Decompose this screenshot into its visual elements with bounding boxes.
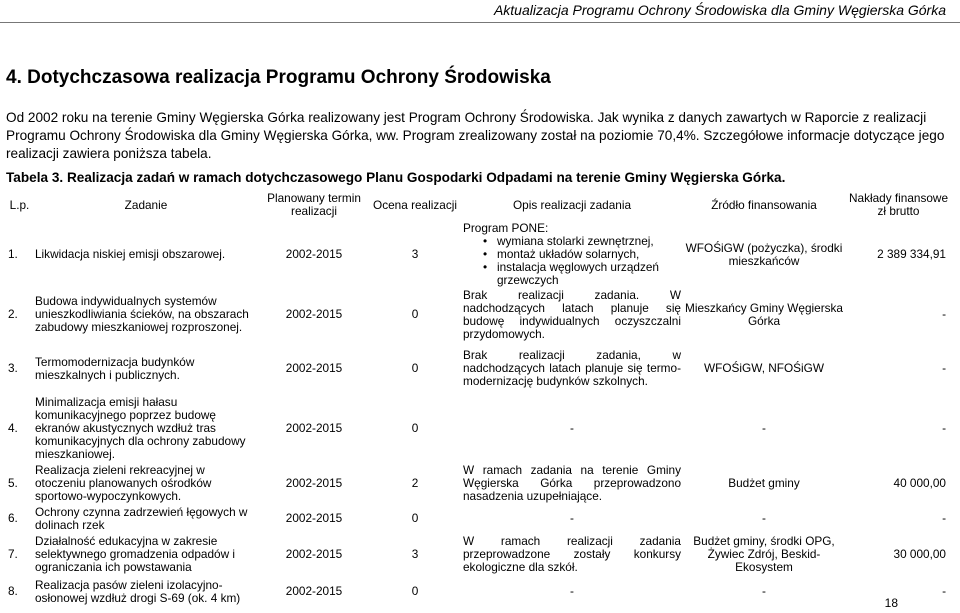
table-caption: Tabela 3. Realizacja zadań w ramach dotychczasowego Planu Gospodarki Odpadami na terenie Gminy Węgierska Górka. bbox=[6, 170, 786, 185]
cell-term: 2002-2015 bbox=[285, 247, 343, 261]
cell-rating: 0 bbox=[411, 511, 419, 525]
header-cost: Nakłady finansowe zł brutto bbox=[848, 191, 949, 218]
cell-lp: 2. bbox=[8, 307, 18, 321]
cell-task: Budowa indywidualnych systemów unieszkodliwiania ścieków, na obszarach zabudowy mieszkaniowej rozproszonej. bbox=[35, 294, 249, 334]
cell-rating: 2 bbox=[411, 475, 419, 490]
cell-cost: - bbox=[942, 361, 946, 375]
header-source: Źródło finansowania bbox=[711, 197, 817, 212]
cell-description: - bbox=[570, 511, 574, 525]
cell-description: - bbox=[570, 421, 574, 435]
list-item: • montaż układów solarnych, bbox=[497, 248, 681, 261]
cell-task: Ochrony czynna zadrzewień łęgowych w dolinach rzek bbox=[35, 504, 248, 532]
cell-term: 2002-2015 bbox=[285, 511, 343, 525]
cell-lp: 3. bbox=[8, 361, 18, 375]
table-row bbox=[6, 396, 952, 461]
cell-source: - bbox=[762, 584, 766, 598]
header-term: Planowany termin realizacji bbox=[267, 191, 361, 218]
table-row bbox=[6, 577, 952, 606]
cell-source: Mieszkańcy Gminy Węgierska Górka bbox=[685, 300, 843, 328]
header-description: Opis realizacji zadania bbox=[512, 197, 632, 212]
cell-lp: 5. bbox=[8, 475, 18, 490]
cell-term: 2002-2015 bbox=[285, 547, 343, 561]
running-header: Aktualizacja Programu Ochrony Środowiska dla Gminy Węgierska Górka bbox=[493, 2, 946, 18]
intro-paragraph bbox=[6, 109, 951, 163]
list-item: • wymiana stolarki zewnętrznej, bbox=[497, 235, 681, 248]
cell-lp: 6. bbox=[8, 511, 18, 525]
cell-lp: 7. bbox=[8, 547, 18, 561]
cell-rating: 3 bbox=[411, 247, 419, 261]
description-intro: Program PONE: bbox=[463, 221, 549, 235]
section-title: 4. Dotychczasowa realizacja Programu Ochrony Środowiska bbox=[6, 67, 551, 88]
cell-rating: 0 bbox=[411, 307, 419, 321]
table-header-row bbox=[6, 189, 952, 221]
cell-cost: - bbox=[942, 511, 946, 525]
cell-term: 2002-2015 bbox=[285, 421, 343, 435]
cell-source: - bbox=[762, 511, 766, 525]
cell-task: Minimalizacja emisji hałasu komunikacyjnego poprzez budowę ekranów akustycznych wzdłuż tras komunikacyjnych dla ochrony zabudowy mieszkaniowej. bbox=[35, 395, 246, 461]
cell-task: Realizacja pasów zieleni izolacyjno-osłonowej wzdłuż drogi S-69 (ok. 4 km) bbox=[35, 577, 241, 605]
cell-source: WFOŚiGW, NFOŚiGW bbox=[704, 361, 824, 375]
table-row bbox=[6, 461, 952, 505]
cell-task: Realizacja zieleni rekreacyjnej w otoczeniu planowanych ośrodków sportowo-wypoczynkowych. bbox=[35, 462, 212, 503]
cell-lp: 8. bbox=[8, 584, 18, 598]
cell-rating: 3 bbox=[411, 547, 419, 561]
cell-term: 2002-2015 bbox=[285, 584, 343, 598]
cell-lp: 1. bbox=[8, 247, 18, 261]
cell-rating: 0 bbox=[411, 421, 419, 435]
cell-source: - bbox=[762, 421, 766, 435]
table-row bbox=[6, 341, 952, 396]
header-task: Zadanie bbox=[124, 197, 168, 212]
cell-description: W ramach zadania na terenie Gminy Węgierska Górka przeprowadzono nasadzenia uzupełniające. bbox=[463, 462, 681, 503]
realization-table bbox=[6, 189, 952, 606]
cell-description: Brak realizacji zadania, w nadchodzących latach planuje się termo-modernizację budynków szkolnych. bbox=[463, 348, 681, 388]
cell-source: WFOŚiGW (pożyczka), środki mieszkańców bbox=[685, 240, 843, 268]
cell-cost: 2 389 334,91 bbox=[877, 247, 946, 261]
cell-term: 2002-2015 bbox=[285, 307, 343, 321]
cell-term: 2002-2015 bbox=[285, 361, 343, 375]
cell-lp: 4. bbox=[8, 421, 18, 435]
cell-cost: - bbox=[942, 307, 946, 321]
cell-cost: - bbox=[942, 421, 946, 435]
cell-cost: 30 000,00 bbox=[893, 547, 946, 561]
cell-cost: - bbox=[942, 584, 946, 598]
cell-description bbox=[461, 221, 683, 288]
list-item: • instalacja węglowych urządzeń grzewczych bbox=[497, 261, 681, 287]
cell-task: Działalność edukacyjna w zakresie selektywnego gromadzenia odpadów i ograniczania ich powstawania bbox=[35, 534, 236, 574]
cell-description: Brak realizacji zadania. W nadchodzących latach planuje się budowę indywidualnych oczyszczalni przydomowych. bbox=[463, 287, 681, 341]
table-row bbox=[6, 221, 952, 288]
table-row bbox=[6, 532, 952, 577]
header-lp: L.p. bbox=[9, 197, 30, 212]
table-row bbox=[6, 505, 952, 532]
cell-source: Budżet gminy bbox=[728, 475, 800, 490]
cell-task: Termomodernizacja budynków mieszkalnych i publicznych. bbox=[35, 354, 195, 382]
cell-term: 2002-2015 bbox=[285, 475, 343, 490]
cell-source: Budżet gminy, środki OPG, Żywiec Zdrój, Beskid-Ekosystem bbox=[693, 534, 835, 574]
page-number: 18 bbox=[884, 596, 898, 610]
header-divider bbox=[0, 22, 960, 23]
cell-description: W ramach realizacji zadania przeprowadzone zostały konkursy ekologiczne dla szkół. bbox=[463, 534, 681, 574]
cell-rating: 0 bbox=[411, 361, 419, 375]
cell-rating: 0 bbox=[411, 584, 419, 598]
description-list bbox=[463, 235, 681, 287]
intro-text: Od 2002 roku na terenie Gminy Węgierska Górka realizowany jest Program Ochrony Środowiska. Jak wynika z danych zawartych w Raporcie z realizacji Programu Ochrony Środowiska dla Gminy Węgierska Górka, ww. Program zrealizowany został na poziomie 70,4%. Szczegółowe informacje dotyczące jego realizacji zawiera poniższa tabela. bbox=[6, 110, 945, 161]
header-rating: Ocena realizacji bbox=[373, 197, 457, 212]
cell-task: Likwidacja niskiej emisji obszarowej. bbox=[35, 247, 226, 261]
cell-description: - bbox=[570, 584, 574, 598]
cell-cost: 40 000,00 bbox=[893, 475, 946, 490]
table-row bbox=[6, 288, 952, 341]
